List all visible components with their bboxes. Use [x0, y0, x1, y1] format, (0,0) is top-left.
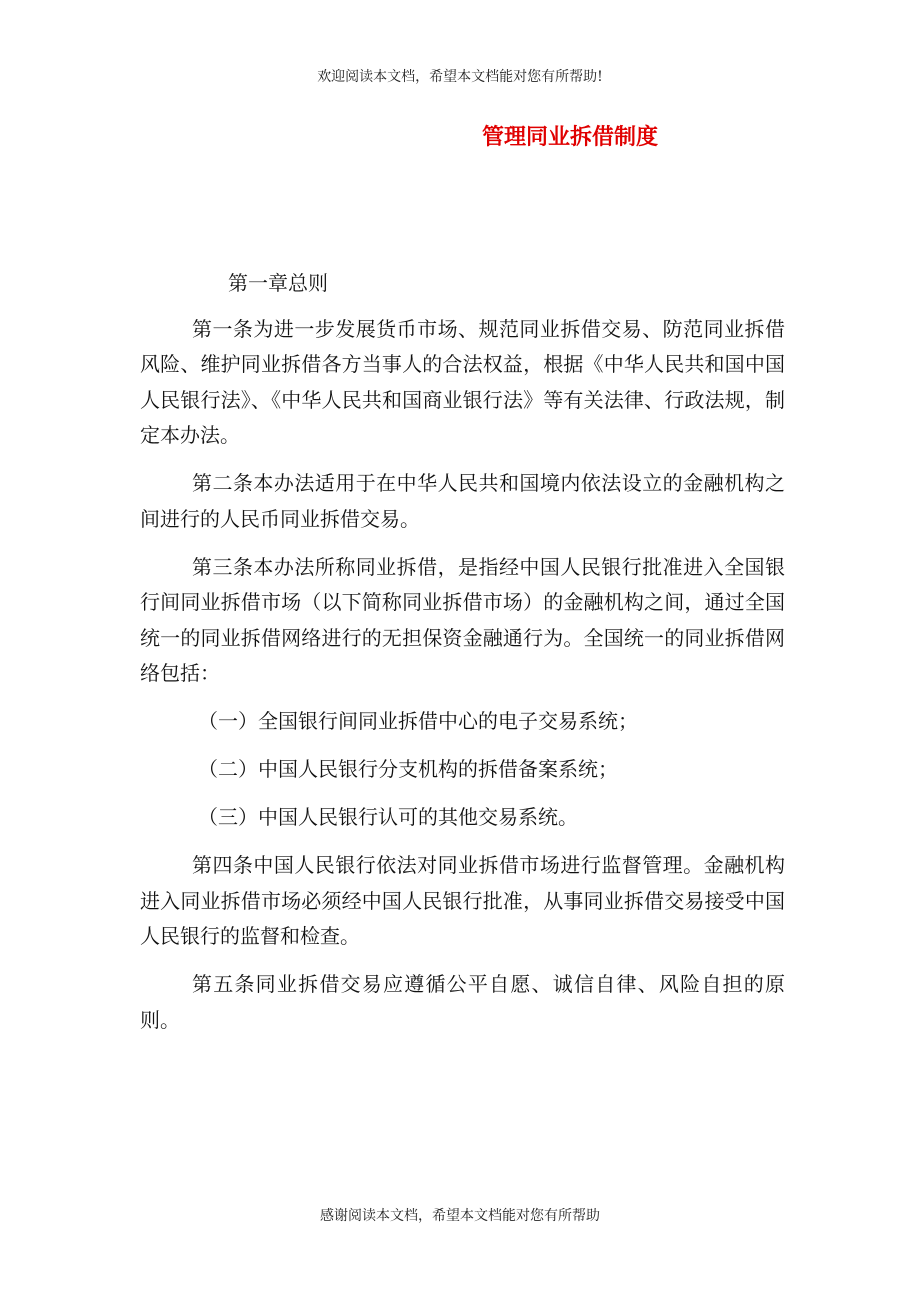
article-3: 第三条本办法所称同业拆借，是指经中国人民银行批准进入全国银行间同业拆借市场（以下简称同业拆借市场）的金融机构之间，通过全国统一的同业拆借网络进行的无担保资金融通行为。全国统一的同业拆借网络包括： — [140, 554, 785, 685]
list-item: （二）中国人民银行分支机构的拆借备案系统； — [198, 757, 618, 781]
document-title: 管理同业拆借制度 — [481, 125, 658, 150]
article-5: 第五条同业拆借交易应遵循公平自愿、诚信自律、风险自担的原则。 — [140, 972, 785, 1032]
page-footer: 感谢阅读本文档，希望本文档能对您有所帮助 — [320, 1208, 600, 1224]
article-1: 第一条为进一步发展货币市场、规范同业拆借交易、防范同业拆借风险、维护同业拆借各方当事人的合法权益，根据《中华人民共和国中国人民银行法》、《中华人民共和国商业银行法》等有关法律、行政法规，制定本办法。 — [140, 316, 785, 447]
list-item: （三）中国人民银行认可的其他交易系统。 — [198, 805, 578, 829]
list-item: （一）全国银行间同业拆借中心的电子交易系统； — [198, 709, 638, 733]
article-4: 第四条中国人民银行依法对同业拆借市场进行监督管理。金融机构进入同业拆借市场必须经中国人民银行批准，从事同业拆借交易接受中国人民银行的监督和检查。 — [140, 853, 785, 948]
document-body — [140, 266, 785, 1051]
page-header: 欢迎阅读本文档，希望本文档能对您有所帮助! — [317, 69, 603, 85]
chapter-heading: 第一章总则 — [228, 271, 328, 295]
article-2: 第二条本办法适用于在中华人民共和国境内依法设立的金融机构之间进行的人民币同业拆借交易。 — [140, 471, 785, 531]
